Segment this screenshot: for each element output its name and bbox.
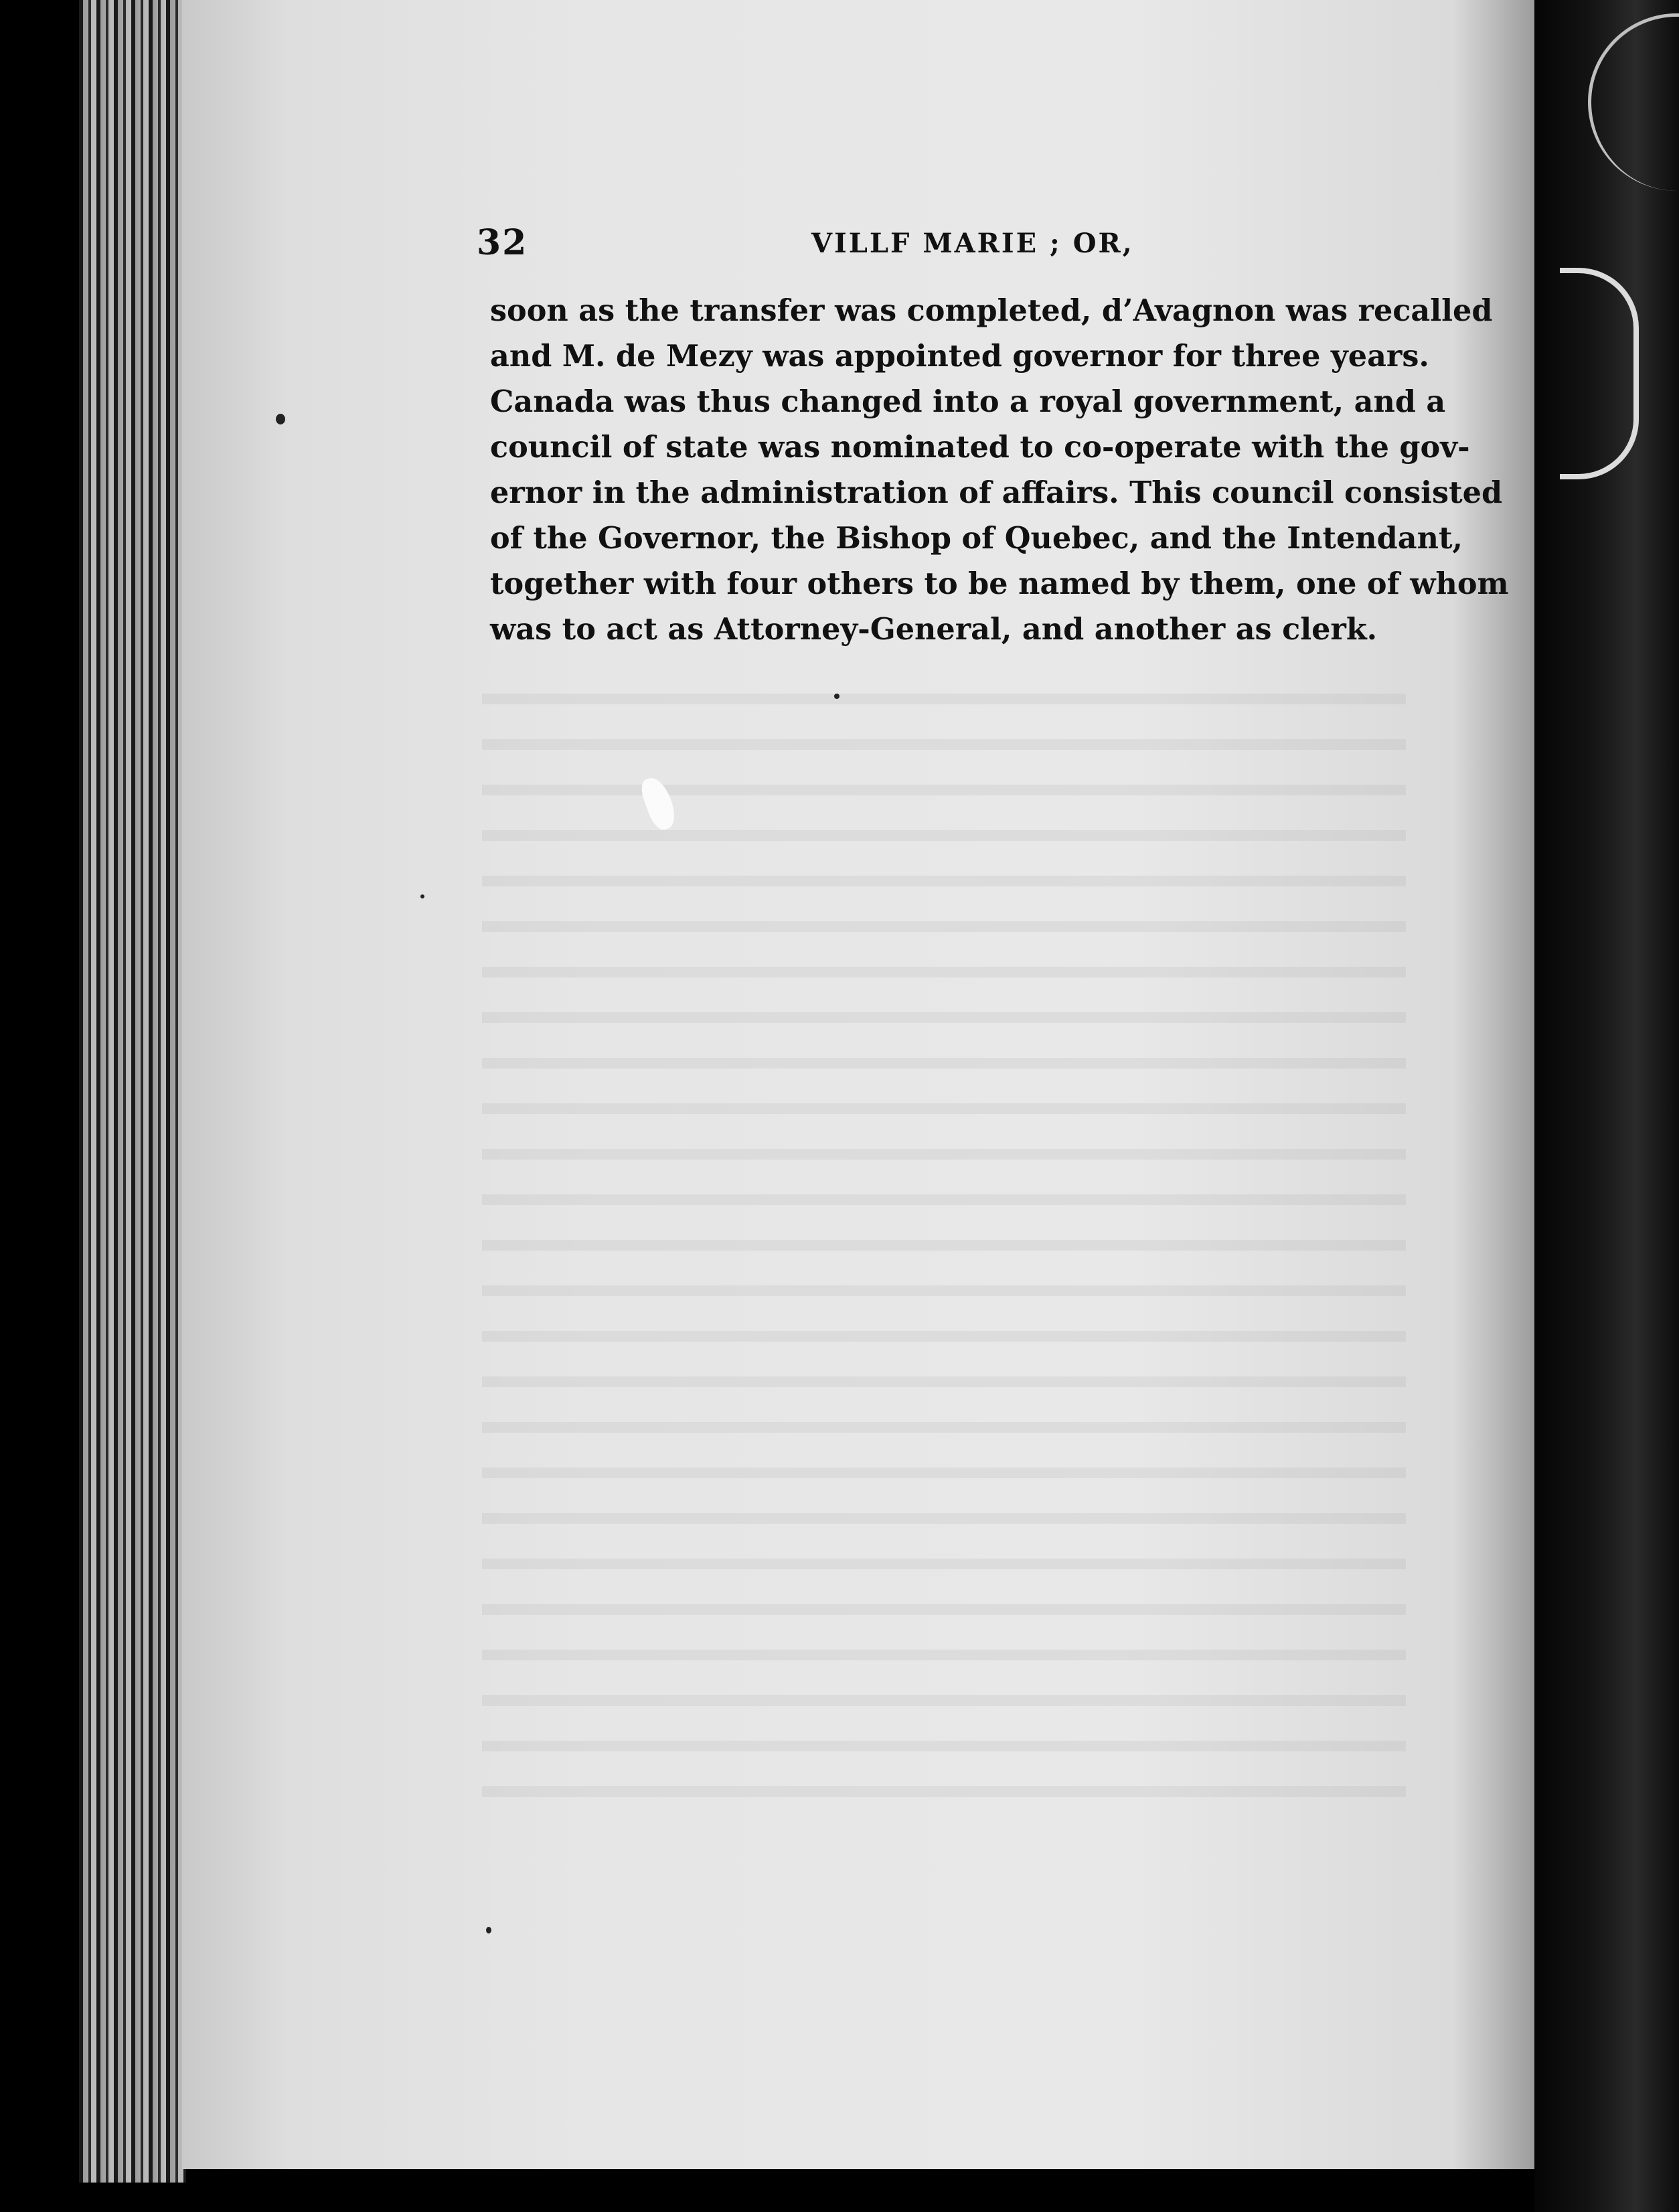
body-text bbox=[490, 288, 1509, 652]
text-line: ernor in the administration of affairs. This council consisted bbox=[490, 475, 1503, 510]
text-line: together with four others to be named by them, one of whom bbox=[490, 566, 1509, 601]
text-line: soon as the transfer was completed, d’Avagnon was recalled bbox=[490, 293, 1493, 328]
ink-speck bbox=[834, 694, 840, 699]
text-line: of the Governor, the Bishop of Quebec, and the Intendant, bbox=[490, 521, 1463, 556]
page-header bbox=[477, 222, 1387, 262]
text-line: Canada was thus changed into a royal government, and a bbox=[490, 384, 1446, 419]
running-head: VILLF MARIE ; OR, bbox=[811, 228, 1134, 259]
text-line: council of state was nominated to co-operate with the gov- bbox=[490, 430, 1470, 465]
page-number: 32 bbox=[477, 222, 528, 263]
ink-speck bbox=[276, 414, 285, 424]
text-line: and M. de Mezy was appointed governor for three years. bbox=[490, 339, 1429, 374]
text-line: was to act as Attorney-General, and another as clerk. bbox=[490, 612, 1378, 647]
ink-speck bbox=[420, 894, 424, 898]
ink-speck bbox=[486, 1927, 491, 1933]
book-page-edges bbox=[79, 0, 186, 2183]
binding-ribbon bbox=[1560, 268, 1639, 479]
